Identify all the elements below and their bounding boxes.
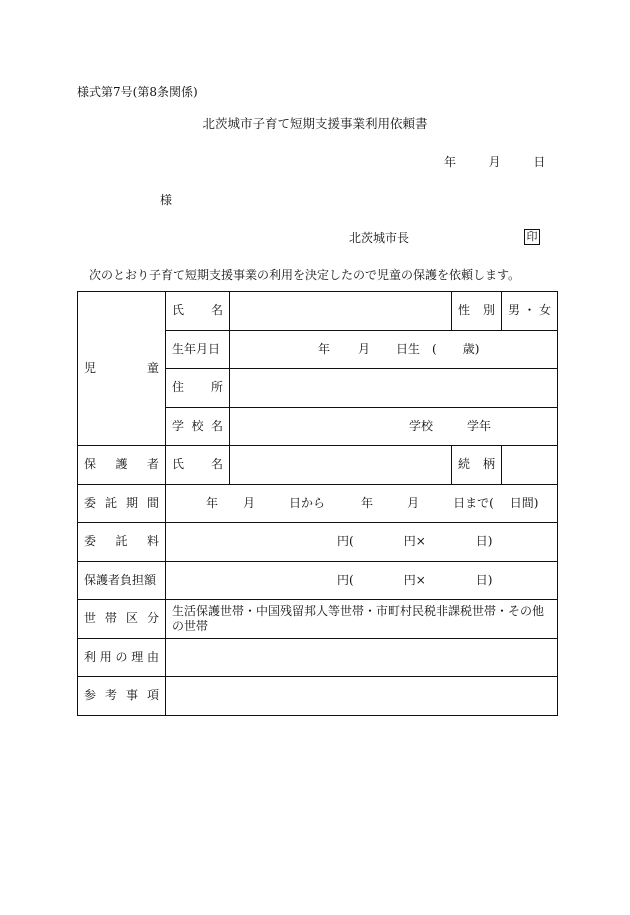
child-name-label [166,292,230,331]
fee-days-unit: 日) [475,534,493,549]
date-year-unit: 年 [444,155,457,169]
period-label [78,484,166,523]
reason-field[interactable] [166,638,558,677]
reason-label [78,638,166,677]
label-char: 期 [125,495,138,510]
issuer-name: 北茨城市長 [349,231,410,245]
period-from-month-unit: 月 [243,495,256,510]
label-char: 所 [210,380,223,395]
label-char: 分 [146,611,159,626]
relation-label [452,446,502,485]
age-unit: 歳) [462,341,480,356]
row-guardian [78,446,558,485]
remarks-label [78,677,166,716]
gender-label [452,292,502,331]
label-char: 学 [172,418,185,433]
date-month-unit: 月 [488,155,501,169]
fee-yen-unit: 円( [337,534,354,549]
label-char: 利 [84,649,97,664]
fee-rate-unit: 円× [403,534,426,549]
guardian-name-field[interactable] [230,446,452,485]
label-char: 名 [210,457,223,472]
period-to-year-unit: 年 [361,495,374,510]
label-char: 項 [146,688,159,703]
label-char: 用 [99,649,112,664]
address-field[interactable] [230,369,558,408]
row-period [78,484,558,523]
gender-separator: ・ [523,303,536,318]
label-char: 児 [84,361,97,375]
label-char: 委 [84,495,97,510]
label-char: 世 [84,611,97,626]
relation-field[interactable] [502,446,558,485]
remarks-field[interactable] [166,677,558,716]
label-char: 帯 [104,611,117,626]
period-days-unit: 日間) [509,495,539,510]
birth-day-unit: 日生 [396,341,421,356]
period-to-month-unit: 月 [407,495,420,510]
fee-label [78,523,166,562]
label-char: 料 [146,534,159,549]
birth-month-unit: 月 [358,341,371,356]
label-char: 考 [104,688,117,703]
period-field[interactable] [166,484,558,523]
label-char: 託 [104,495,117,510]
birth-date-label: 生年月日 [166,330,230,369]
label-char: 住 [172,380,185,395]
intro-text: 次のとおり子育て短期支援事業の利用を決定したので児童の保護を依頼します。 [89,268,521,282]
label-char: 託 [115,534,128,549]
label-char: 童 [146,361,159,375]
form-number: 様式第7号(第8条関係) [77,85,198,99]
household-options[interactable]: 生活保護世帯・中国残留邦人等世帯・市町村民税非課税世帯・その他の世帯 [166,600,558,639]
label-char: 参 [84,688,97,703]
child-name-field[interactable] [230,292,452,331]
label-char: 校 [191,418,204,433]
burden-label: 保護者負担額 [78,561,166,600]
school-unit: 学校 [409,418,434,433]
label-char: 氏 [172,457,185,472]
label-char: の [115,649,128,664]
fee-field[interactable] [166,523,558,562]
request-form-table [77,291,558,716]
date-day-unit: 日 [533,155,546,169]
grade-unit: 学年 [467,418,492,433]
gender-male[interactable]: 男 [508,303,521,318]
addressee-suffix: 様 [160,193,173,207]
burden-rate-unit: 円× [403,572,426,587]
school-field[interactable] [230,407,558,446]
period-from-year-unit: 年 [206,495,219,510]
date-line [444,156,545,168]
guardian-name-label [166,446,230,485]
label-char: 名 [210,418,223,433]
label-char: 事 [125,688,138,703]
row-reason [78,638,558,677]
guardian-label [78,446,166,485]
seal-mark: 印 [524,229,540,245]
row-guardian-burden [78,561,558,600]
address-label [166,369,230,408]
school-label [166,407,230,446]
label-char: 護 [115,457,128,472]
label-char: 理 [131,649,144,664]
label-char: 間 [146,495,159,510]
period-to-day-unit: 日まで( [453,495,494,510]
row-fee [78,523,558,562]
household-label [78,600,166,639]
row-child-name [78,292,558,331]
label-char: 柄 [482,457,495,472]
child-section-label [78,292,166,446]
label-char: 者 [146,457,159,472]
label-char: 続 [458,457,471,472]
burden-yen-unit: 円( [337,572,354,587]
burden-days-unit: 日) [475,572,493,587]
burden-field[interactable] [166,561,558,600]
birth-date-field[interactable] [230,330,558,369]
period-from-day-unit: 日から [289,495,326,510]
age-open-paren: ( [432,341,437,356]
label-char: 性 [458,303,471,318]
label-char: 委 [84,534,97,549]
label-char: 保 [84,457,97,472]
gender-options[interactable] [502,292,558,331]
label-char: 由 [146,649,159,664]
row-household [78,600,558,639]
document-title: 北茨城市子育て短期支援事業利用依頼書 [202,116,428,131]
gender-female[interactable]: 女 [538,303,551,318]
label-char: 区 [125,611,138,626]
label-char: 別 [482,303,495,318]
label-char: 名 [210,303,223,318]
row-remarks [78,677,558,716]
label-char: 氏 [172,303,185,318]
birth-year-unit: 年 [318,341,331,356]
